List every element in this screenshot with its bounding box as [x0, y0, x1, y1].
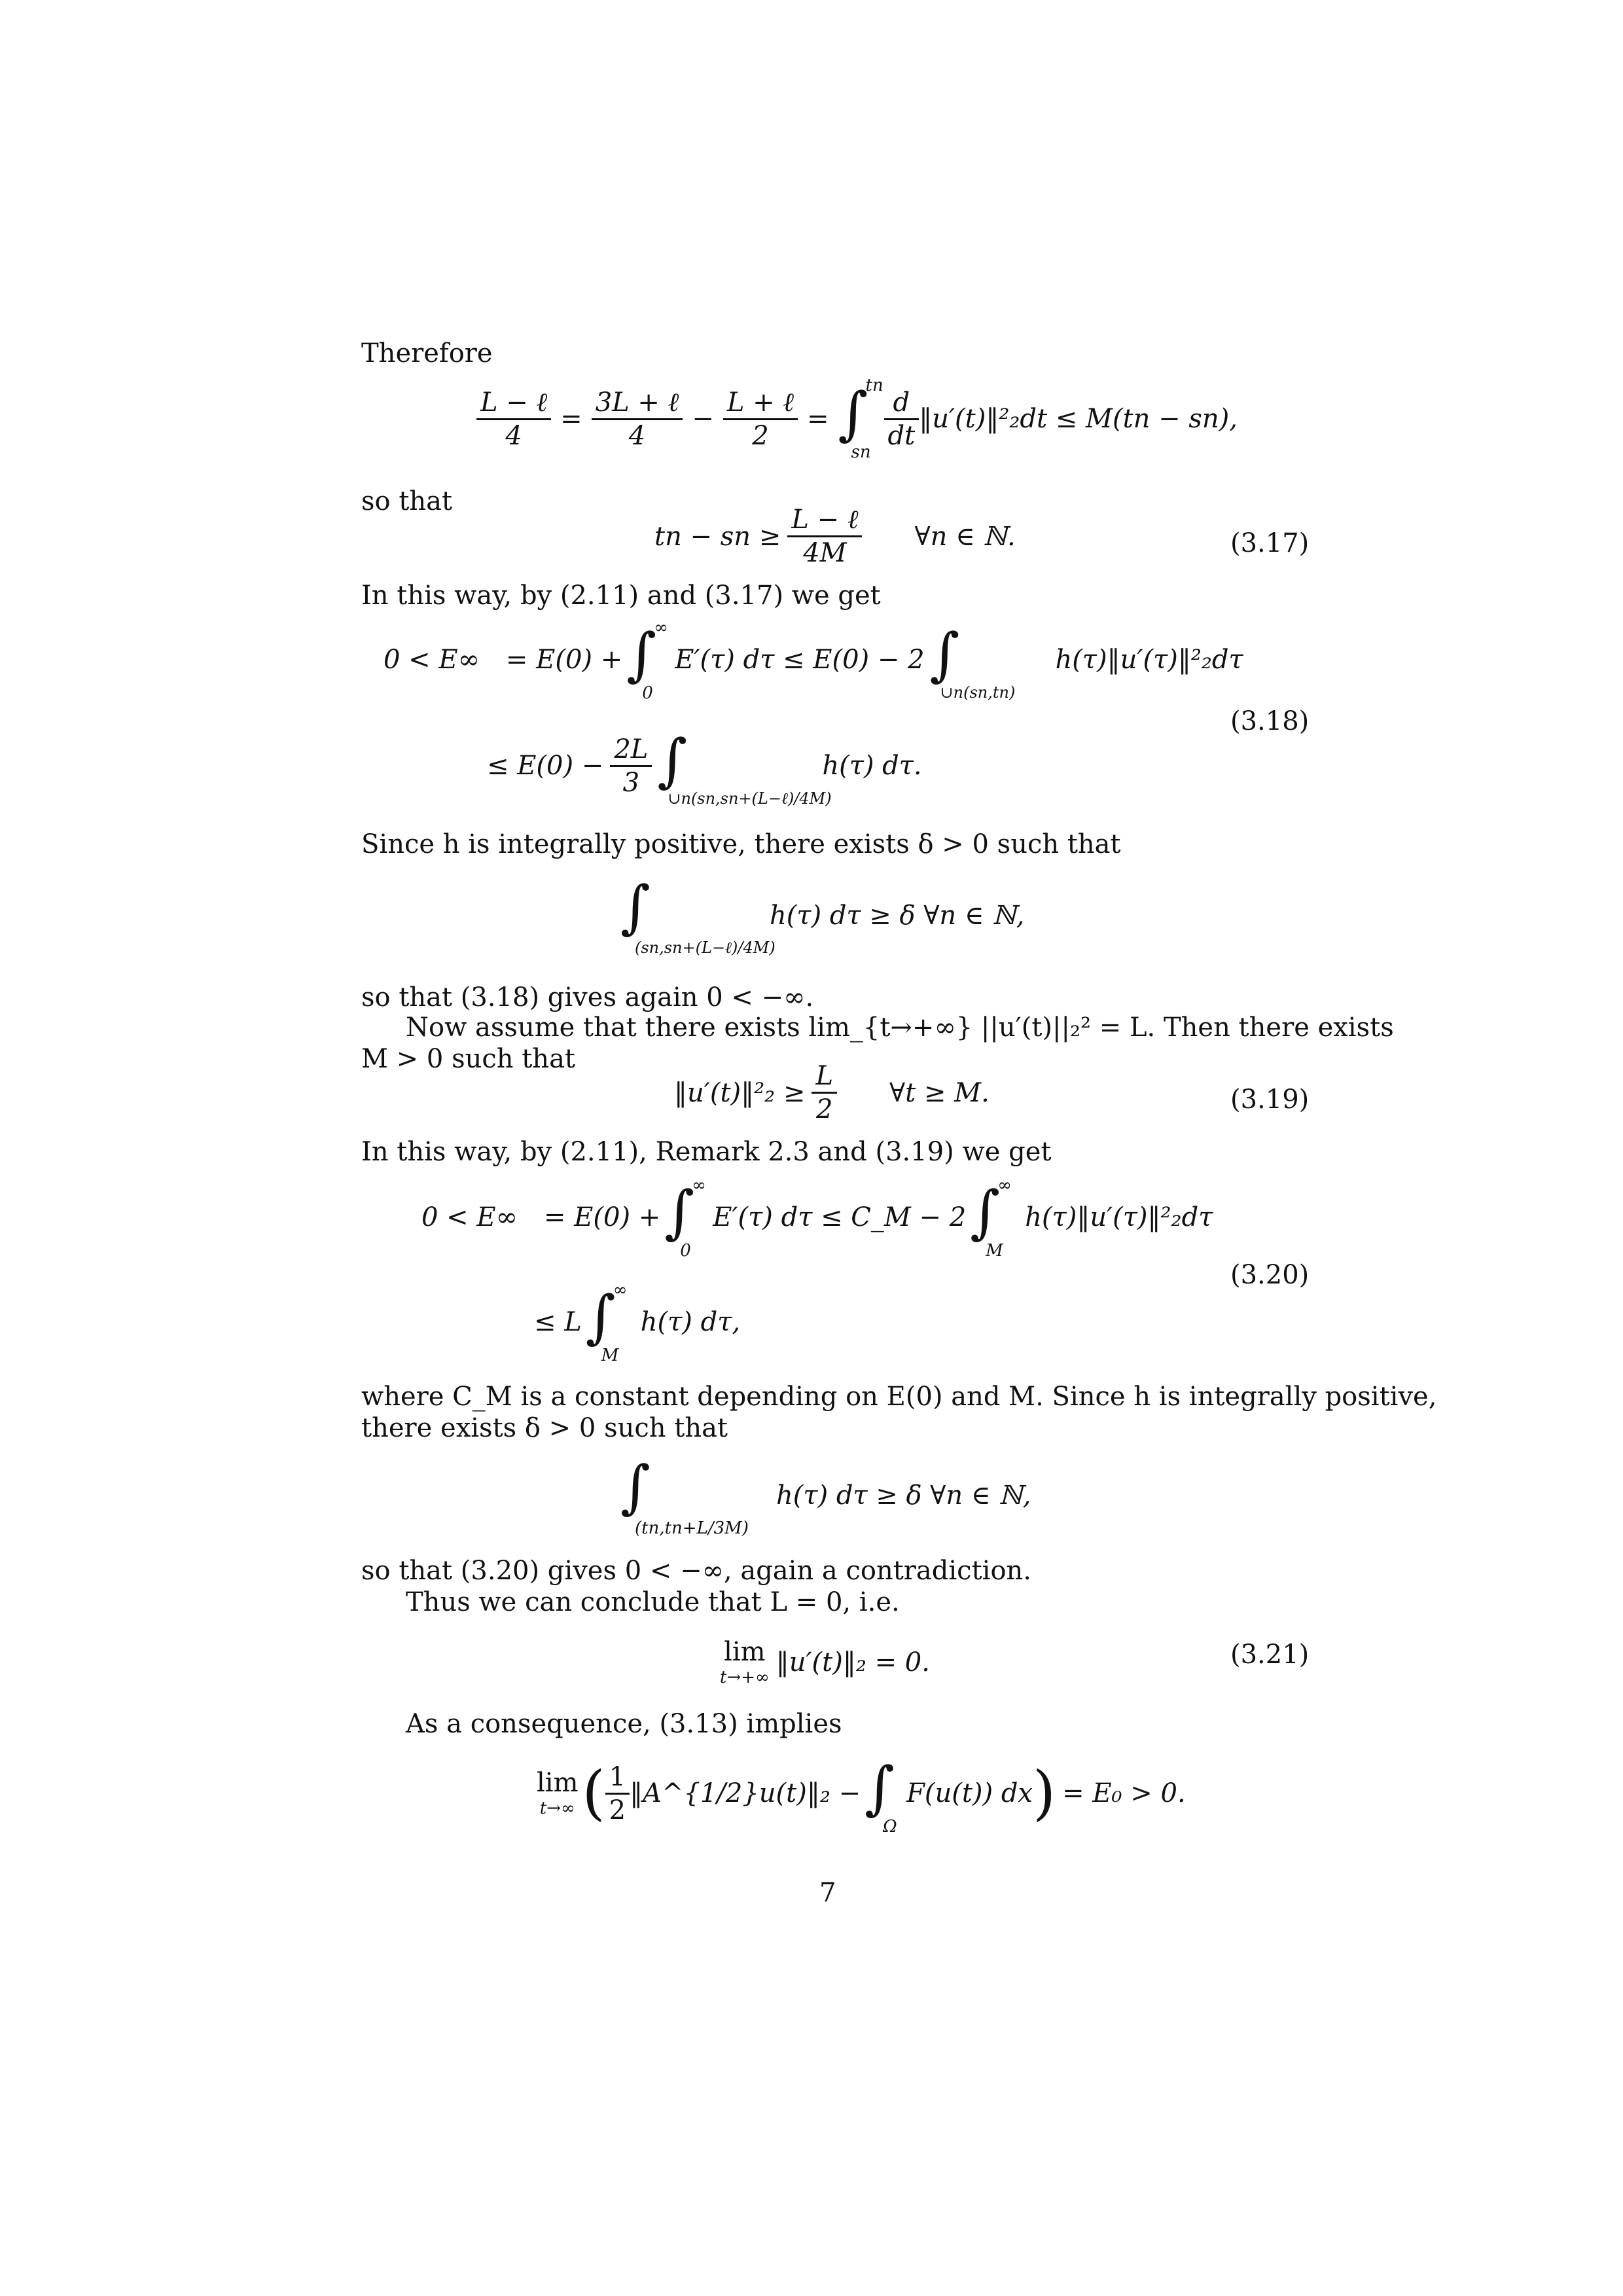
equation-label-3-20: (3.20)	[1230, 1260, 1310, 1290]
fraction-lhs: $\frac{\text{L − ℓ}}{4}$	[476, 387, 551, 452]
equation-delta-1: ∫ (sn,sn+(L−ℓ)/4M) h(τ) dτ ≥ δ ∀n ∈ ℕ,	[620, 873, 1025, 957]
fraction-derivative: $\frac{d}{dt}$	[884, 387, 919, 452]
fraction-half: $\frac{1}{2}$	[605, 1761, 630, 1826]
text-so-that-3-20: so that (3.20) gives 0 < −∞, again a contradiction.	[361, 1556, 1032, 1586]
text-so-that-3-18: so that (3.18) gives again 0 < −∞.	[361, 982, 814, 1013]
integral-sign: ∫ (sn,sn+(L−ℓ)/4M)	[620, 873, 776, 957]
fraction-2l-3: $\frac{2L}{3}$	[610, 734, 652, 798]
text-since-h-1: Since h is integrally positive, there exists δ > 0 such that	[361, 829, 1121, 859]
text-thus: Thus we can conclude that L = 0, i.e.	[406, 1587, 900, 1617]
text-where-cm: where C_M is a constant depending on E(0) and M. Since h is integrally positive,	[361, 1382, 1437, 1412]
fraction-317: $\frac{\text{L − ℓ}}{4M}$	[787, 504, 862, 569]
integral-sign: ∫ ∪n(sn,tn)	[929, 620, 1016, 702]
equation-3-20-line-2: ≤ L ∫ ∞ M h(τ) dτ,	[534, 1280, 741, 1365]
fraction-a: $\frac{\text{3L + ℓ}}{4}$	[592, 387, 683, 452]
equation-label-3-21: (3.21)	[1230, 1640, 1310, 1670]
integral-sign: ∫ ∞ 0	[664, 1175, 706, 1261]
integral-sign: ∫ (tn,tn+L/3M)	[620, 1453, 749, 1538]
limit-operator: lim t→+∞	[720, 1637, 770, 1687]
equation-3-18-line-2: ≤ E(0) − $\frac{2L}{3}$ ∫ ∪n(sn,sn+(L−ℓ)/4M) h(τ) dτ.	[487, 726, 922, 808]
equation-3-19: ‖u′(t)‖²₂ ≥ $\frac{L}{2}$ ∀t ≥ M.	[674, 1061, 990, 1124]
equation-3-18-line-1: 0 < E∞ = E(0) + ∫ ∞ 0 E′(τ) dτ ≤ E(0) − 2 ∫ ∪n(sn,tn) h(τ)‖u′(τ)‖²₂dτ	[383, 618, 1243, 703]
equation-3-21: lim t→+∞ ‖u′(t)‖₂ = 0.	[720, 1637, 930, 1687]
equation-3-20-line-1: 0 < E∞ = E(0) + ∫ ∞ 0 E′(τ) dτ ≤ C_M − 2 ∫ ∞ M h(τ)‖u′(τ)‖²₂dτ	[421, 1175, 1213, 1261]
integral-sign: ∫ ∞ M	[970, 1175, 1012, 1261]
fraction-b: $\frac{\text{L + ℓ}}{2}$	[723, 387, 798, 452]
text-m-gt-0: M > 0 such that	[361, 1044, 575, 1074]
equation-3-17: tn − sn ≥ $\frac{\text{L − ℓ}}{4M}$ ∀n ∈ ℕ.	[654, 505, 1016, 568]
text-in-this-way-2: In this way, by (2.11), Remark 2.3 and (3.19) we get	[361, 1137, 1052, 1167]
fraction-319: $\frac{L}{2}$	[812, 1060, 837, 1125]
text-as-consequence: As a consequence, (3.13) implies	[406, 1709, 842, 1739]
text-now-assume: Now assume that there exists lim_{t→+∞} ||u′(t)||₂² = L. Then there exists	[406, 1013, 1394, 1043]
text-in-this-way-1: In this way, by (2.11) and (3.17) we get	[361, 581, 881, 611]
integral-sign: ∫ ∞ 0	[626, 618, 668, 703]
integral-sign: ∫ Ω	[865, 1754, 897, 1837]
text-therefore: Therefore	[361, 338, 493, 368]
equation-delta-2: ∫ (tn,tn+L/3M) h(τ) dτ ≥ δ ∀n ∈ ℕ,	[620, 1453, 1031, 1538]
page-number: 7	[819, 1878, 836, 1908]
integral-sign: ∫ tn sn	[838, 376, 883, 462]
equation-label-3-19: (3.19)	[1230, 1085, 1310, 1115]
integral-sign: ∫ ∞ M	[585, 1280, 628, 1365]
equation-label-3-17: (3.17)	[1230, 528, 1310, 558]
equation-label-3-18: (3.18)	[1230, 706, 1310, 736]
text-so-that: so that	[361, 486, 453, 516]
equation-therefore: $\frac{\text{L − ℓ}}{4}$ = $\frac{\text{3L + ℓ}}{4}$ − $\frac{\text{L + ℓ}}{2}$ = ∫ tn sn $\frac{d}{dt}$ ‖u′(t)‖²₂dt ≤ M(tn − sn),	[476, 380, 1238, 458]
limit-operator: lim t→∞	[537, 1768, 579, 1819]
text-there-exists: there exists δ > 0 such that	[361, 1413, 728, 1443]
equation-final: lim t→∞ ( $\frac{1}{2}$ ‖A^{1/2}u(t)‖₂ − ∫ Ω F(u(t)) dx ) = E₀ > 0.	[537, 1754, 1186, 1837]
integral-sign: ∫ ∪n(sn,sn+(L−ℓ)/4M)	[657, 726, 832, 808]
